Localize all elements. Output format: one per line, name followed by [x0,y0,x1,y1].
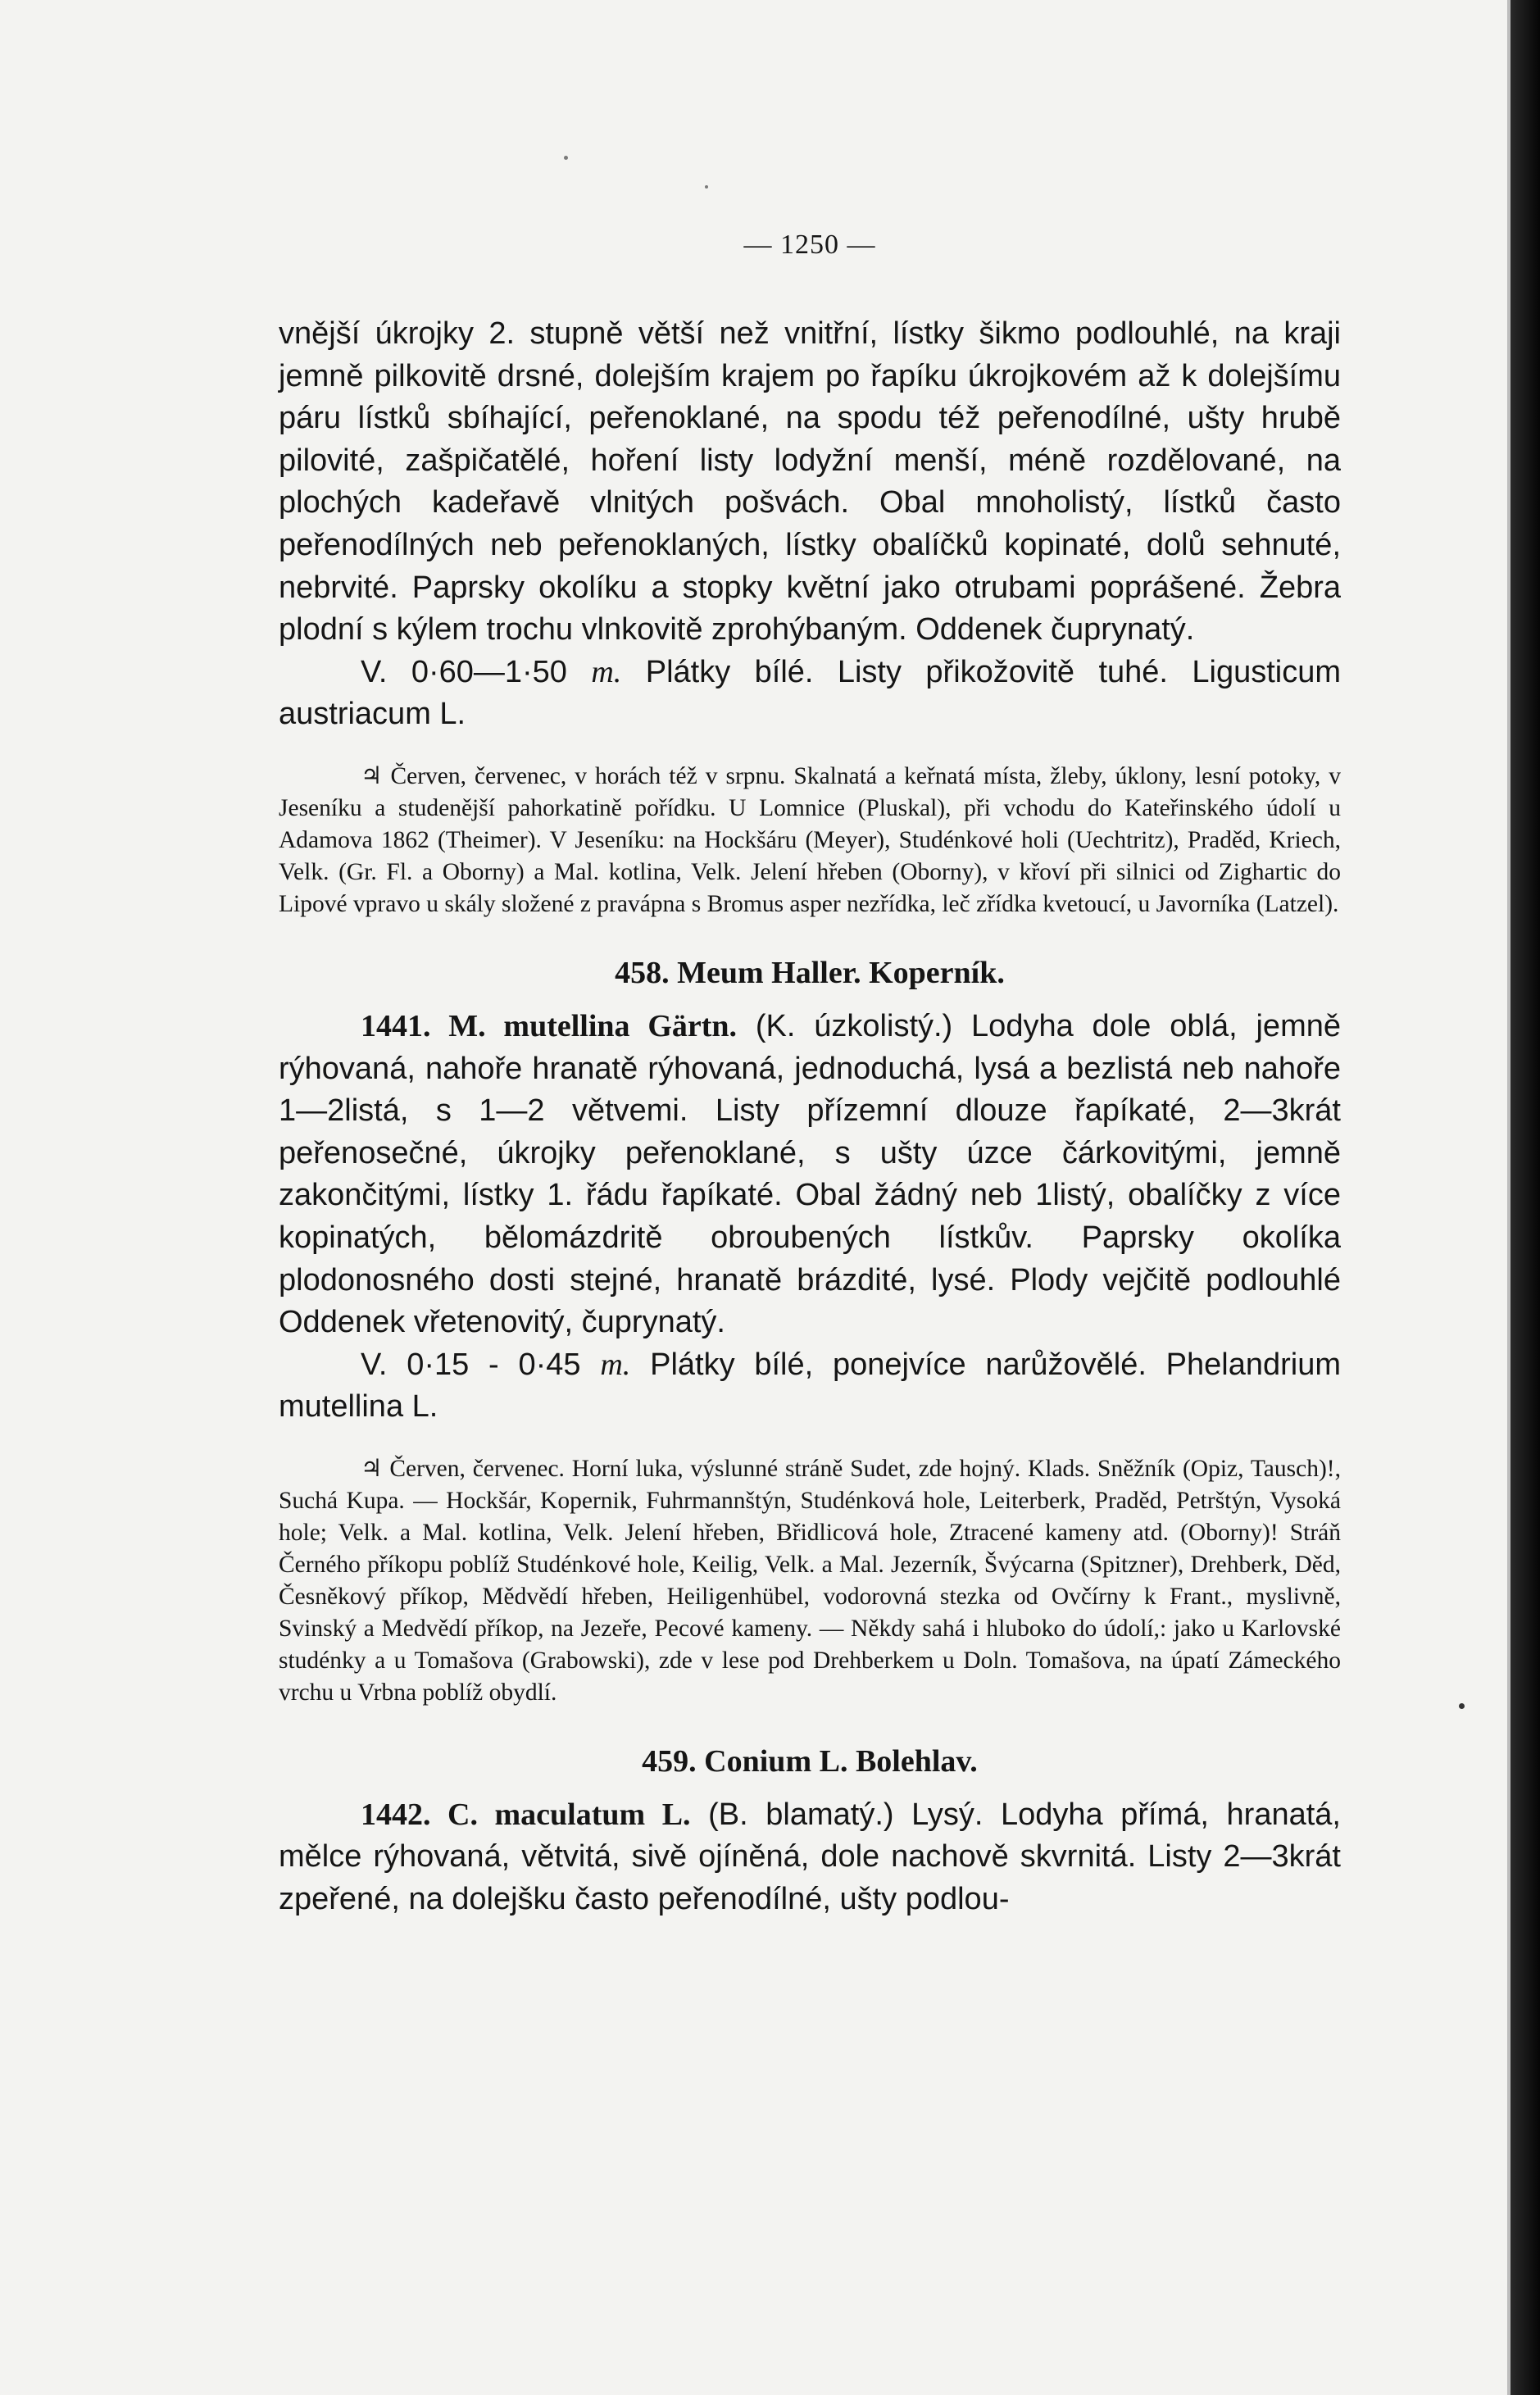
paragraph-continuation [279,313,1341,652]
species-name: 1442. C. maculatum L. [361,1797,691,1832]
page-number: — 1250 — [743,230,876,260]
paragraph-text: vnější úkrojky 2. stupně větší než vnitřní, lístky šikmo podlouhlé, na kraji jemně pilkovitě drsné, dolejším krajem po řapíku úkrojkovém až k dolejšímu páru lístků sbíhající, peřenoklané, na spodu též peřenodílné, ušty hrubě pilovité, zašpičatělé, hoření listy lodyžní menší, méně rozdělované, na plochých kadeřavě vlnitých pošvách. Obal mnoholistý, lístků často peřenodílných neb peřenoklaných, lístky obalíčků kopinaté, dolů sehnuté, nebrvité. Paprsky okolíku a stopky květní jako otrubami poprášené. Žebra plodní s kýlem trochu vlnkovitě zprohýbaným. Oddenek čuprynatý. [279,316,1341,648]
genus-heading-459: 459. Conium L. Bolehlav. [642,1743,978,1779]
genus-heading-458: 458. Meum Haller. Koperník. [615,955,1005,990]
size-prefix: V. 0·15 - 0·45 [361,1347,581,1382]
scan-speck [564,156,568,160]
species-description: (B. blamatý.) Lysý. Lodyha přímá, hranatá, mělce rýhovaná, větvitá, sivě ojíněná, dole nachově skvrnitá. Listy 2—3krát zpeřené, na dolejšku často peřenodílné, ušty podlou- [279,1797,1341,1917]
species-entry-1441 [279,1006,1341,1344]
size-rest: Plátky bílé, ponejvíce narůžovělé. Phelandrium mutellina L. [279,1347,1342,1425]
distribution-note: ♃ Červen, červenec, v horách též v srpnu. Skalnatá a keřnatá místa, žleby, úklony, lesní potoky, v Jeseníku a studenější pahorkatině pořídku. U Lomnice (Pluskal), při vchodu do Kateřinského údolí u Adamova 1862 (Theimer). V Jeseníku: na Hockšáru (Meyer), Studénkové holi (Uechtritz), Praděd, Kriech, Velk. (Gr. Fl. a Oborny) a Mal. kotlina, Velk. Jelení hřeben (Oborny), v křoví při silnici od Zighartic do Lipové vpravo u skály složené z pravápna s Bromus asper nezřídka, leč zřídka kvetoucí, u Javorníka (Latzel). [279,762,1341,917]
species-name: 1441. M. mutellina Gärtn. [361,1008,738,1043]
size-unit: m. [600,1347,631,1382]
size-unit: m. [591,654,622,689]
distribution-note: ♃ Červen, červenec. Horní luka, výslunné stráně Sudet, zde hojný. Klads. Sněžník (Opiz, Tausch)!, Suchá Kupa. — Hockšár, Kopernik, Fuhrmannštýn, Studénková hole, Leiterberk, Praděd, Petrštýn, Vysoká hole; Velk. a Mal. kotlina, Velk. Jelení hřeben, Břidlicová hole, Ztracené kameny atd. (Oborny)! Stráň Černého příkopu poblíž Studénkové hole, Keilig, Velk. a Mal. Jezerník, Švýcarna (Spitzner), Drehberk, Děd, Česněkový příkop, Mědvědí hřeben, Heiligenhübel, vodorovná stezka od Ovčírny k Frant., myslivně, Svinský a Medvědí příkop, na Jezeře, Pecové kameny. — Někdy sahá i hluboko do údolí,: jako u Karlovské studénky a u Tomašova (Grabowski), zde v lese pod Drehberkem u Doln. Tomašova, na úpatí Zámeckého vrchu u Vrbna poblíž obydlí. [279,1455,1341,1706]
size-prefix: V. 0·60—1·50 [361,654,567,689]
species-description: (K. úzkolistý.) Lodyha dole oblá, jemně rýhovaná, nahoře hranatě rýhovaná, jednoduchá, lysá a bezlistá neb nahoře 1—2listá, s 1—2 větvemi. Listy přízemní dlouze řapíkaté, 2—3krát peřenosečné, úkrojky peřenoklané, s ušty úzce čárkovitými, jemně zakončitými, lístky 1. řádu řapíkaté. Obal žádný neb 1listý, obalíčky z více kopinatých, bělomázdritě obroubených lístkův. Paprsky okolíka plodonosného dosti stejné, hranatě brázdité, lysé. Plody vejčitě podlouhlé Oddenek vřetenovitý, čuprynatý. [279,1008,1341,1340]
size-rest: Plátky bílé. Listy přikožovitě tuhé. Ligusticum austriacum L. [279,654,1341,732]
scan-border [1510,0,1540,2395]
species-entry-1442 [279,1794,1341,1921]
species-size-note [279,1344,1341,1429]
scan-speck [1459,1703,1465,1709]
page-content [279,230,1341,1921]
paragraph-size-note [279,652,1341,736]
scan-speck [705,185,708,189]
